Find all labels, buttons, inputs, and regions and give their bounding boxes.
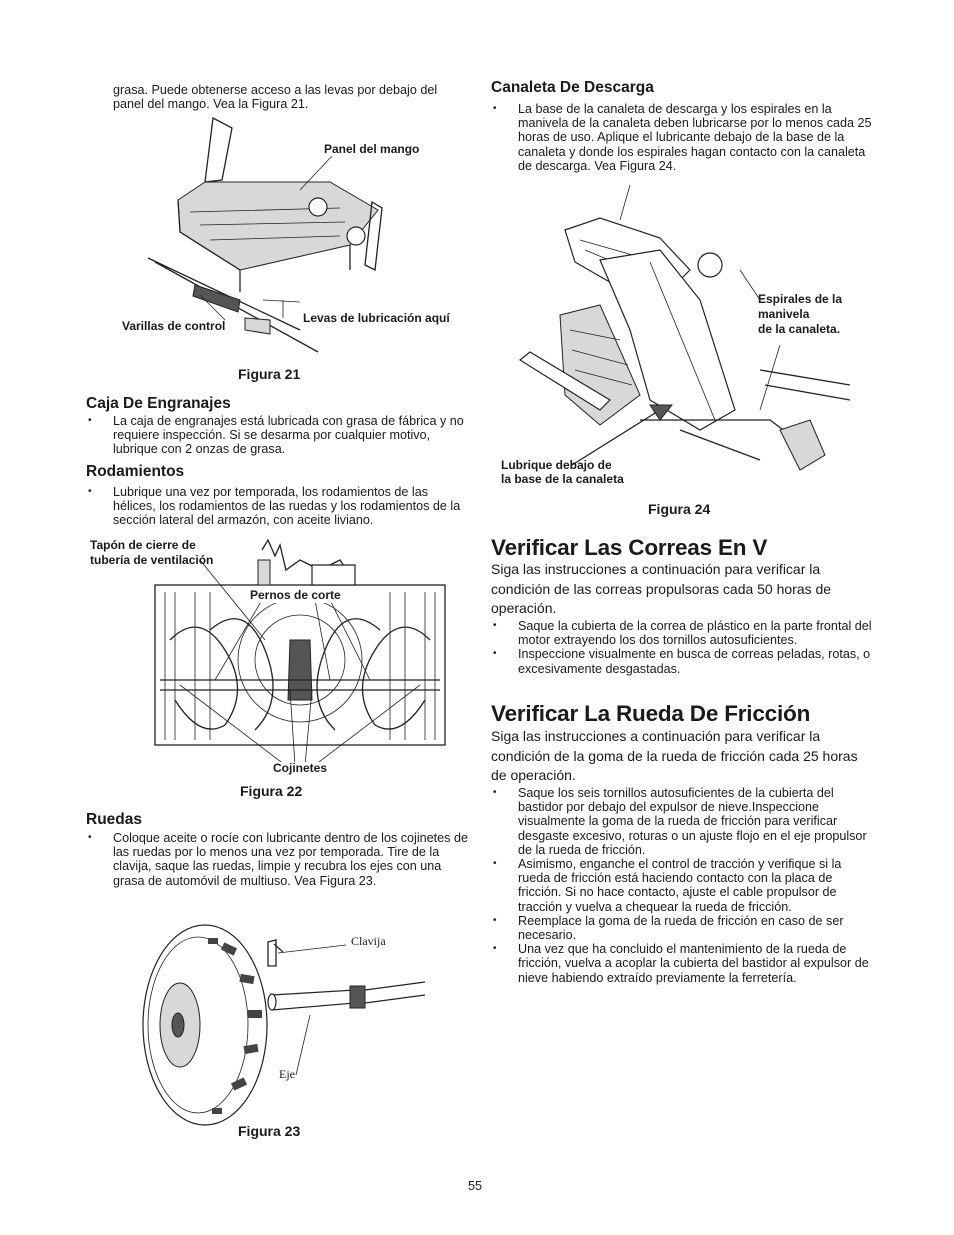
figure-21-caption: Figura 21 bbox=[238, 366, 301, 382]
heading-verificar-rueda-friccion: Verificar La Rueda De Fricción bbox=[491, 701, 811, 726]
list-item: • Una vez que ha concluido el mantenimiento de la rueda de fricción, vuelva a acoplar la cubierta del bastidor al expulsor de nieve habiendo extraído previamente la ferretería. bbox=[491, 942, 876, 985]
label-levas-de-lubricacion: Levas de lubricación aquí bbox=[303, 311, 450, 325]
intro-paragraph: grasa. Puede obtenerse acceso a las levas por debajo del panel del mango. Vea la Figura 21. bbox=[113, 83, 438, 112]
label-base-de-la-canaleta: la base de la canaleta bbox=[501, 472, 624, 486]
heading-canaleta-de-descarga: Canaleta De Descarga bbox=[491, 79, 654, 96]
label-de-la-canaleta: de la canaleta. bbox=[758, 322, 841, 336]
label-tuberia-de-ventilacion: tubería de ventilación bbox=[90, 553, 214, 567]
list-item: • Lubrique una vez por temporada, los rodamientos de las hélices, los rodamientos de las ruedas y los rodamientos de la sección lateral del armazón, con aceite liviano. bbox=[86, 485, 471, 528]
list-item: • La caja de engranajes está lubricada con grasa de fábrica y no requiere inspección. Si se desarma por cualquier motivo, lubrique con 2 onzas de grasa. bbox=[86, 414, 471, 457]
label-panel-del-mango: Panel del mango bbox=[324, 142, 420, 156]
label-espirales-de-la: Espirales de la bbox=[758, 292, 843, 306]
list-item: • Reemplace la goma de la rueda de fricción en caso de ser necesario. bbox=[491, 914, 876, 942]
label-pernos-de-corte: Pernos de corte bbox=[250, 588, 341, 602]
page-number: 55 bbox=[468, 1179, 483, 1193]
list-item: • Asimismo, enganche el control de tracción y verifique si la rueda de fricción está haciendo contacto con la placa de fricción. Si no hace contacto, ajuste el cable propulsor de tracción y vuelva a chequear la rueda de fricción. bbox=[491, 857, 876, 914]
figure-22-caption: Figura 22 bbox=[240, 783, 303, 799]
figure-24-caption: Figura 24 bbox=[648, 501, 711, 517]
label-varillas-de-control: Varillas de control bbox=[122, 319, 226, 333]
heading-ruedas: Ruedas bbox=[86, 811, 142, 828]
heading-rodamientos: Rodamientos bbox=[86, 463, 185, 480]
label-clavija: Clavija bbox=[351, 934, 386, 948]
list-item: • Saque los seis tornillos autosuficientes de la cubierta del bastidor por debajo del expulsor de nieve.Inspeccione visualmente la goma de la rueda de fricción para verificar desgaste excesivo, roturas o un ajuste flojo en el eje propulsor de la rueda de fricción. bbox=[491, 786, 876, 857]
label-tapon-de-cierre: Tapón de cierre de bbox=[90, 538, 196, 552]
label-manivela: manivela bbox=[758, 307, 810, 321]
label-eje: Eje bbox=[279, 1067, 295, 1081]
heading-caja-de-engranajes: Caja De Engranajes bbox=[86, 395, 231, 412]
list-item: • Saque la cubierta de la correa de plástico en la parte frontal del motor extrayendo los dos tornillos autosuficientes. bbox=[491, 619, 876, 647]
list-rueda-friccion bbox=[491, 786, 876, 985]
paragraph-rueda-intro: Siga las instrucciones a continuación para verificar la condición de la goma de la rueda de fricción cada 25 horas de operación. bbox=[491, 728, 858, 783]
heading-verificar-correas: Verificar Las Correas En V bbox=[491, 535, 768, 560]
list-item: • Coloque aceite o rocíe con lubricante dentro de los cojinetes de las ruedas por lo menos una vez por temporada. Tire de la clavija, saque las ruedas, limpie y recubra los ejes con una grasa de automóvil de multiuso. Vea Figura 23. bbox=[86, 831, 471, 888]
list-item: • La base de la canaleta de descarga y los espirales en la manivela de la canaleta deben lubricarse por lo menos cada 25 horas de uso. Aplique el lubricante debajo de la base de la canaleta y donde los espirales hagan contacto con la canaleta de descarga. Vea Figura 24. bbox=[491, 102, 876, 173]
figure-23-caption: Figura 23 bbox=[238, 1123, 301, 1139]
paragraph-correas-intro: Siga las instrucciones a continuación para verificar la condición de las correas propulsoras cada 50 horas de operación. bbox=[491, 561, 832, 616]
label-lubrique-debajo-de: Lubrique debajo de bbox=[501, 458, 612, 472]
label-cojinetes: Cojinetes bbox=[273, 761, 328, 775]
list-correas bbox=[491, 619, 876, 676]
list-item: • Inspeccione visualmente en busca de correas peladas, rotas, o excesivamente desgastadas. bbox=[491, 647, 876, 675]
